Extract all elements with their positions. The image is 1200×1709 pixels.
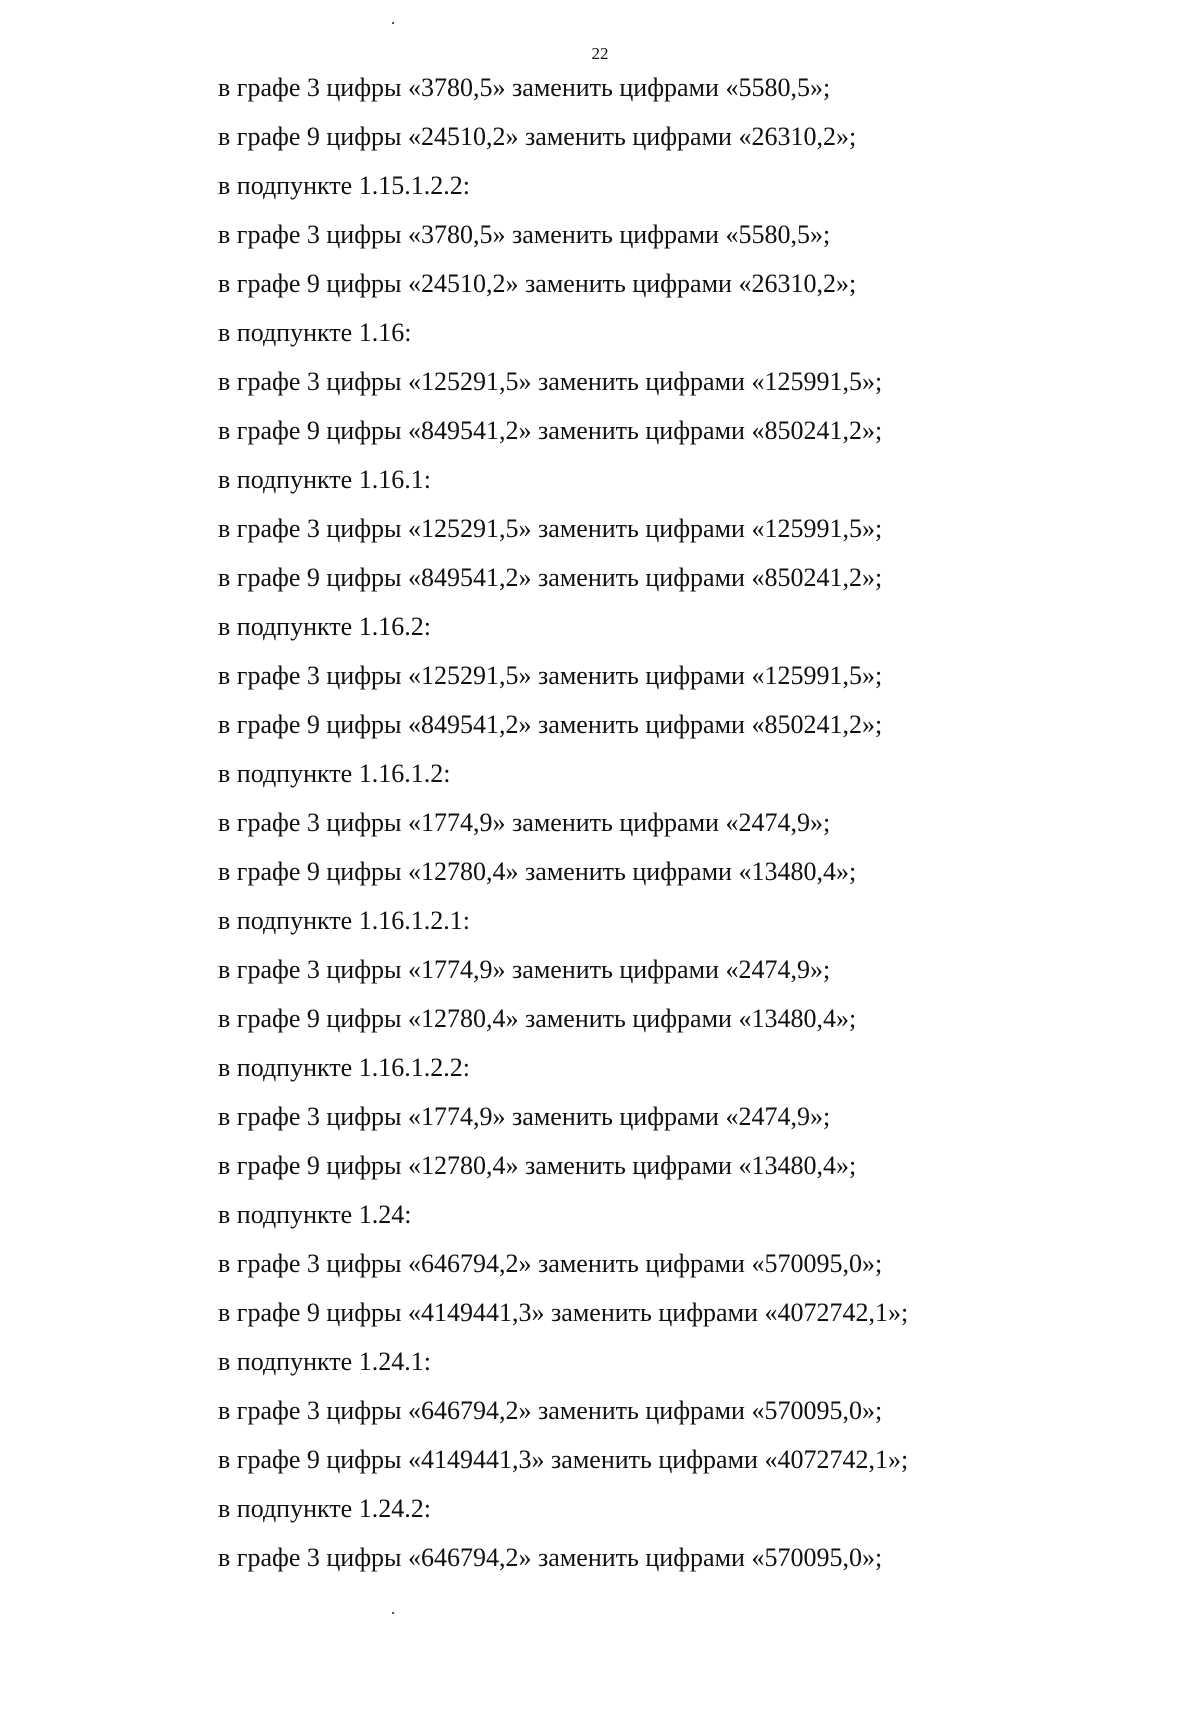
text-line: в графе 3 цифры «125291,5» заменить цифрами «125991,5»; (218, 514, 883, 543)
text-line: в графе 9 цифры «24510,2» заменить цифрами «26310,2»; (218, 269, 857, 298)
text-line: в графе 3 цифры «1774,9» заменить цифрами «2474,9»; (218, 955, 831, 984)
page-number: 22 (591, 44, 609, 63)
text-line: в графе 3 цифры «1774,9» заменить цифрами «2474,9»; (218, 808, 831, 837)
text-line: в подпункте 1.24.2: (218, 1494, 431, 1523)
scan-speck-top (392, 22, 394, 24)
text-line: в графе 3 цифры «3780,5» заменить цифрами «5580,5»; (218, 220, 831, 249)
text-line: в графе 3 цифры «646794,2» заменить цифрами «570095,0»; (218, 1543, 883, 1572)
text-line: в графе 9 цифры «24510,2» заменить цифрами «26310,2»; (218, 122, 857, 151)
text-line: в подпункте 1.16.1.2.1: (218, 906, 470, 935)
text-line: в графе 9 цифры «849541,2» заменить цифрами «850241,2»; (218, 563, 883, 592)
text-line: в подпункте 1.24: (218, 1200, 412, 1229)
text-line: в подпункте 1.16.1: (218, 465, 431, 494)
text-line: в графе 3 цифры «125291,5» заменить цифрами «125991,5»; (218, 367, 883, 396)
text-line: в подпункте 1.16: (218, 318, 412, 347)
amendment-text (218, 63, 1118, 1582)
text-line: в подпункте 1.16.2: (218, 612, 431, 641)
text-line: в графе 3 цифры «125291,5» заменить цифрами «125991,5»; (218, 661, 883, 690)
text-line: в графе 9 цифры «4149441,3» заменить цифрами «4072742,1»; (218, 1445, 909, 1474)
text-line: в графе 3 цифры «646794,2» заменить цифрами «570095,0»; (218, 1396, 883, 1425)
text-line: в графе 3 цифры «646794,2» заменить цифрами «570095,0»; (218, 1249, 883, 1278)
text-line: в графе 9 цифры «4149441,3» заменить цифрами «4072742,1»; (218, 1298, 909, 1327)
text-line: в графе 9 цифры «849541,2» заменить цифрами «850241,2»; (218, 710, 883, 739)
text-line: в графе 3 цифры «1774,9» заменить цифрами «2474,9»; (218, 1102, 831, 1131)
text-line: в графе 9 цифры «12780,4» заменить цифрами «13480,4»; (218, 857, 857, 886)
text-line: в графе 9 цифры «12780,4» заменить цифрами «13480,4»; (218, 1151, 857, 1180)
scan-speck-bottom (392, 1612, 394, 1614)
text-line: в подпункте 1.16.1.2.2: (218, 1053, 470, 1082)
text-line: в подпункте 1.24.1: (218, 1347, 431, 1376)
text-line: в графе 3 цифры «3780,5» заменить цифрами «5580,5»; (218, 73, 831, 102)
text-line: в подпункте 1.16.1.2: (218, 759, 451, 788)
text-line: в подпункте 1.15.1.2.2: (218, 171, 470, 200)
text-line: в графе 9 цифры «849541,2» заменить цифрами «850241,2»; (218, 416, 883, 445)
text-line: в графе 9 цифры «12780,4» заменить цифрами «13480,4»; (218, 1004, 857, 1033)
